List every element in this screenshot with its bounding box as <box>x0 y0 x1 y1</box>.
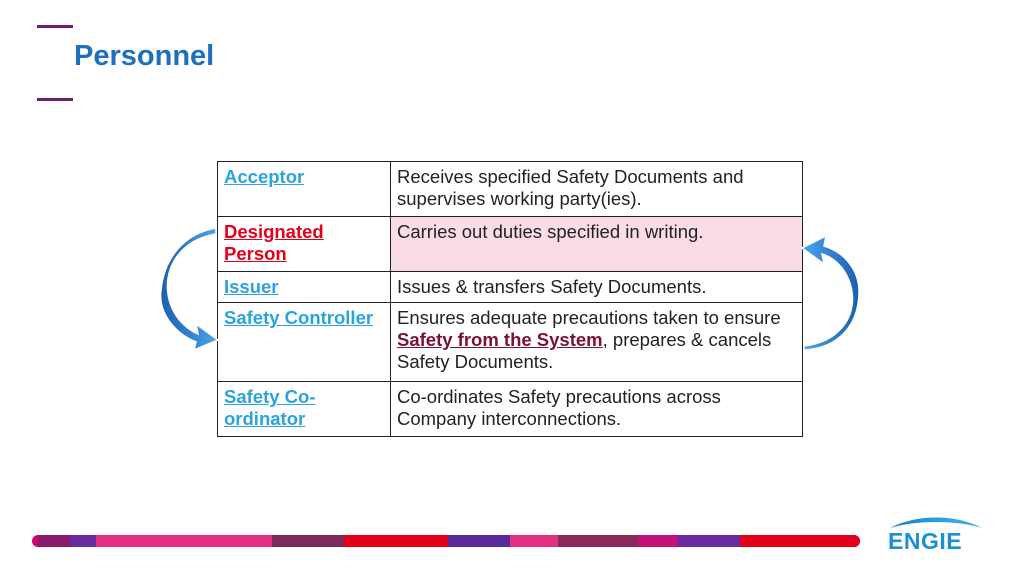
definition-cell: Receives specified Safety Documents and supervises working party(ies). <box>391 162 803 217</box>
table-row <box>218 272 803 303</box>
curved-arrow-down-icon <box>160 228 222 352</box>
definition-cell: Issues & transfers Safety Documents. <box>391 272 803 303</box>
personnel-table <box>217 161 803 437</box>
definition-text: , prepares & cancels Safety Documents. <box>397 329 772 372</box>
footer-color-bar <box>32 535 860 547</box>
definition-cell <box>391 303 803 382</box>
table-row <box>218 303 803 382</box>
brand-logo-text: ENGIE <box>888 528 963 554</box>
term-issuer-link[interactable]: Issuer <box>218 272 391 303</box>
table-row <box>218 162 803 217</box>
top-accent-rule <box>37 25 73 28</box>
definition-cell: Co-ordinates Safety precautions across Company interconnections. <box>391 382 803 437</box>
term-safety-controller-link[interactable]: Safety Controller <box>218 303 391 382</box>
curved-arrow-up-icon <box>800 234 860 350</box>
bottom-accent-rule <box>37 98 73 101</box>
table-row <box>218 382 803 437</box>
table-row-highlighted <box>218 217 803 272</box>
slide-title: Personnel <box>74 40 215 72</box>
definition-text: Ensures adequate precautions taken to ensure <box>397 307 781 328</box>
term-safety-coordinator-link[interactable]: Safety Co-ordinator <box>218 382 391 437</box>
safety-from-system-link[interactable]: Safety from the System <box>397 329 603 350</box>
term-designated-person-link[interactable]: Designated Person <box>218 217 391 272</box>
definition-cell: Carries out duties specified in writing. <box>391 217 803 272</box>
term-acceptor-link[interactable]: Acceptor <box>218 162 391 217</box>
